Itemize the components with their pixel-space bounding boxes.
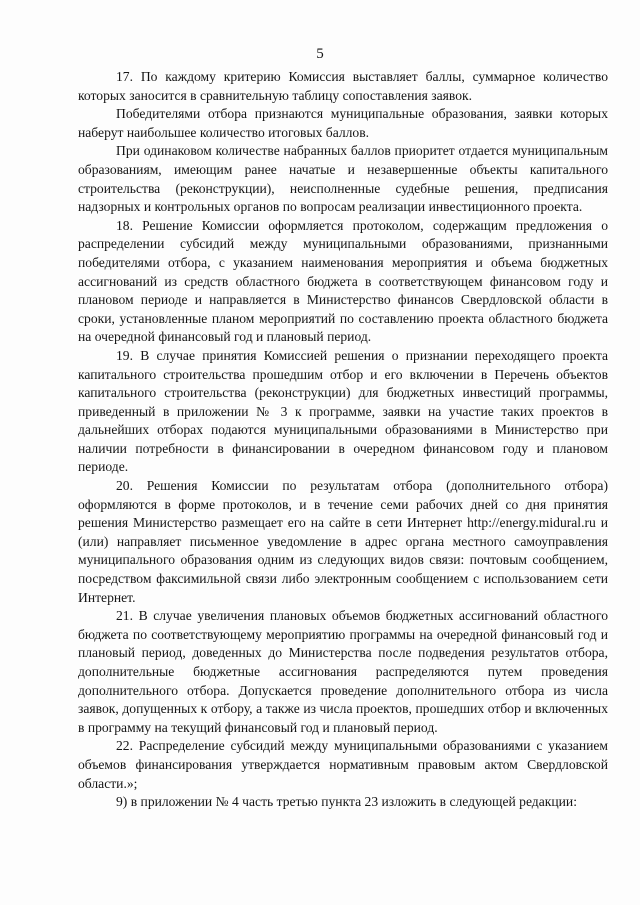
paragraph-22: 22. Распределение субсидий между муниципальными образованиями с указанием объемов финансирования утверждается нормативным правовым актом Свердловской области.»; [78,738,608,791]
page-number: 5 [316,46,324,62]
paragraph-19: 19. В случае принятия Комиссией решения о признании переходящего проекта капитального строительства прошедшим отбор и его включении в Перечень объектов капитального строительства (реконструкции) для бюджетных инвестиций программы, приведенный в приложении № 3 к программе, заявки на участие таких проектов в дальнейших отборах подаются муниципальными образованиями в Министерство при наличии потребности в финансировании в очередном финансовом году и плановом периоде. [78,347,608,475]
paragraph-17: 17. По каждому критерию Комиссия выставляет баллы, суммарное количество которых заносится в сравнительную таблицу сопоставления заявок. [78,69,608,103]
paragraph-21: 21. В случае увеличения плановых объемов бюджетных ассигнований областного бюджета по соответствующему мероприятию программы на очередной финансовый год и плановый период, доведенных до Министерства после подведения результатов отбора, дополнительные бюджетные ассигнования распределяются путем проведения дополнительного отбора. Допускается проведение дополнительного отбора из числа заявок, допущенных к отбору, а также из числа проектов, прошедших отбор и включенных в программу на текущий финансовый год и плановый период. [78,608,608,735]
paragraph-18: 18. Решение Комиссии оформляется протоколом, содержащим предложения о распределении субсидий между муниципальными образованиями, признанными победителями отбора, с указанием наименования мероприятия и объема бюджетных ассигнований из средств областного бюджета в соответствующем финансовом году и плановом периоде и направляется в Министерство финансов Свердловской области в сроки, установленные планом мероприятий по составлению проекта областного бюджета на очередной финансовый год и плановый период. [78,217,608,345]
paragraph-item-9: 9) в приложении № 4 часть третью пункта 23 изложить в следующей редакции: [116,794,577,810]
paragraph-winners: Победителями отбора признаются муниципальные образования, заявки которых наберут наибольшее количество итоговых баллов. [78,106,608,140]
paragraph-priority: При одинаковом количестве набранных баллов приоритет отдается муниципальным образованиям, имеющим ранее начатые и незавершенные объекты капитального строительства (реконструкции), неисполненные судебные решения, предписания надзорных и контрольных органов по вопросам реализации инвестиционного проекта. [78,143,608,215]
document-body [78,68,608,812]
paragraph-20: 20. Решения Комиссии по результатам отбора (дополнительного отбора) оформляются в форме протоколов, и в течение семи рабочих дней со дня принятия решения Министерство размещает его на сайте в сети Интернет http://energy.midural.ru и (или) направляет письменное уведомление в адрес органа местного самоуправления муниципального образования одним из следующих видов связи: почтовым сообщением, посредством факсимильной связи либо электронным сообщением с использованием сети Интернет. [78,478,608,605]
